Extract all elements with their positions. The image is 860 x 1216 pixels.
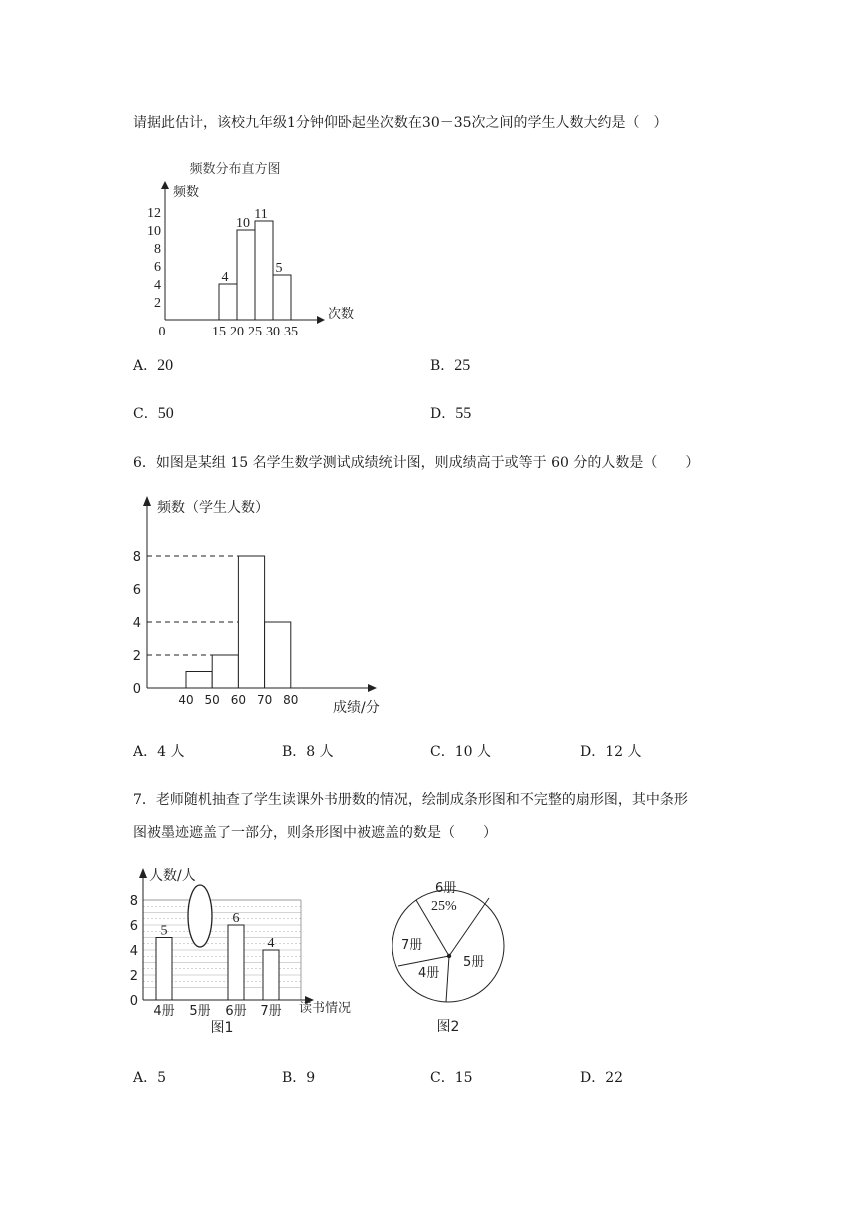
q7-option-d[interactable]: [580, 1067, 623, 1087]
chart3-xlabel: 读书情况: [299, 1001, 352, 1016]
q5-option-a[interactable]: [133, 355, 173, 375]
q6-option-a-letter: A．: [133, 744, 158, 760]
q7-option-c-letter: C．: [430, 1070, 455, 1086]
chart2-y-tick: 4: [132, 616, 141, 631]
chart3-value-label: 4: [267, 936, 275, 951]
chart1-y-tick: 2: [154, 296, 161, 311]
chart3-y-arrow: [139, 868, 147, 878]
q7-stem-line2: 图被墨迹遮盖了一部分，则条形图中被遮盖的数是（ ）: [133, 825, 497, 841]
pie-center-dot: [447, 954, 451, 958]
chart3-bar: [228, 925, 244, 1000]
q6-option-c[interactable]: [430, 741, 491, 761]
q5-option-c[interactable]: [133, 403, 174, 423]
q5-option-b-value: 25: [454, 357, 471, 374]
chart1-bar: [237, 230, 255, 320]
q5-option-b-letter: B．: [430, 358, 455, 374]
chart1-x-tick: 0: [158, 325, 166, 335]
histogram-chart-2: [125, 490, 395, 720]
chart1-x-arrow: [317, 316, 325, 324]
chart1-y-tick: 6: [154, 260, 161, 275]
chart2-y-tick: 0: [132, 682, 141, 697]
q7-option-a-value: 5: [157, 1070, 167, 1086]
chart1-y-tick: 12: [147, 206, 161, 221]
q6-option-a[interactable]: [133, 741, 184, 761]
chart1-value-label: 11: [254, 207, 268, 222]
q7-option-b-value: 9: [306, 1070, 316, 1086]
chart3-y-tick: 6: [129, 919, 138, 934]
chart1-x-tick: 30: [266, 325, 280, 335]
chart1-value-label: 10: [236, 216, 250, 231]
q7-option-a-letter: A．: [133, 1070, 158, 1086]
pie-label-7: 7册: [401, 938, 423, 953]
bar-chart-figure-1: [125, 860, 370, 1040]
histogram-chart-1: [130, 155, 370, 335]
chart1-value-label: 5: [275, 261, 283, 276]
pie-chart-figure-2: [392, 865, 512, 1040]
chart1-x-tick: 35: [284, 325, 298, 335]
q5-option-a-letter: A．: [133, 358, 158, 374]
pie-label-6: 6册: [435, 881, 457, 896]
chart2-y-arrow: [143, 496, 151, 506]
chart2-x-tick: 40: [178, 693, 194, 707]
chart1-x-tick: 20: [230, 325, 244, 335]
q5-option-d-letter: D．: [430, 406, 456, 422]
chart2-bar: [212, 655, 238, 688]
chart1-x-tick: 15: [212, 325, 226, 335]
q7-option-b-letter: B．: [282, 1070, 307, 1086]
chart2-bar: [238, 556, 264, 688]
chart1-title: 频数分布直方图: [189, 162, 281, 177]
chart2-x-tick: 70: [256, 693, 273, 707]
q7-stem-line1: 7．老师随机抽查了学生读课外书册数的情况，绘制成条形图和不完整的扇形图，其中条形: [133, 792, 688, 808]
q6-option-b-value: 8 人: [306, 744, 334, 760]
chart3-category-label: 7册: [260, 1004, 282, 1019]
chart3-bar: [263, 950, 279, 1000]
chart3-category-label: 6册: [225, 1004, 247, 1019]
chart2-x-tick: 50: [204, 693, 220, 707]
chart3-y-tick: 2: [129, 969, 138, 984]
chart2-x-arrow: [368, 684, 377, 692]
q6-option-c-value: 10 人: [454, 744, 491, 760]
chart1-y-tick: 10: [147, 224, 161, 239]
chart2-x-tick: 60: [230, 693, 247, 707]
chart1-bar: [273, 275, 291, 320]
chart2-x-tick: 80: [283, 693, 299, 707]
chart3-value-label: 5: [160, 923, 168, 939]
pie-label-6-percent: 25%: [431, 899, 457, 914]
q6-option-b-letter: B．: [282, 744, 307, 760]
chart2-ylabel: 频数（学生人数）: [157, 500, 269, 516]
q7-option-a[interactable]: [133, 1067, 166, 1087]
q6-option-d-letter: D．: [580, 744, 606, 760]
chart4-caption: 图2: [436, 1019, 460, 1035]
q6-option-c-letter: C．: [430, 744, 455, 760]
q5-option-d-value: 55: [455, 405, 472, 422]
q5-option-d[interactable]: [430, 403, 471, 423]
q7-option-c[interactable]: [430, 1067, 473, 1087]
chart1-xlabel: 次数: [328, 307, 355, 322]
q6-stem: 6．如图是某组 15 名学生数学测试成绩统计图，则成绩高于或等于 60 分的人数是（ ）: [133, 455, 700, 471]
chart1-bar: [219, 284, 237, 320]
chart1-bar: [255, 221, 273, 320]
q7-option-d-letter: D．: [580, 1070, 606, 1086]
chart3-y-tick: 8: [129, 894, 138, 909]
q5-option-c-value: 50: [157, 405, 174, 422]
chart1-ylabel: 频数: [173, 185, 200, 200]
q7-option-d-value: 22: [605, 1070, 624, 1086]
chart2-bar: [265, 622, 291, 688]
chart1-x-tick: 25: [248, 325, 262, 335]
chart3-category-label: 5册: [189, 1004, 211, 1019]
pie-label-5: 5册: [463, 955, 485, 970]
chart2-y-tick: 8: [132, 550, 141, 565]
chart2-y-tick: 6: [132, 583, 141, 598]
chart1-value-label: 4: [221, 270, 229, 285]
q6-option-d-value: 12 人: [605, 744, 642, 760]
q6-option-a-value: 4 人: [157, 744, 185, 760]
q7-option-c-value: 15: [454, 1070, 473, 1086]
chart2-y-tick: 2: [132, 649, 141, 664]
chart3-bar: [156, 938, 172, 1001]
chart3-value-label: 6: [232, 911, 240, 926]
chart3-category-label: 4册: [153, 1004, 175, 1019]
pie-label-4: 4册: [418, 966, 440, 981]
chart1-y-arrow: [161, 181, 169, 189]
ink-blot: [188, 885, 212, 947]
chart2-xlabel: 成绩/分: [333, 700, 380, 716]
chart3-y-tick: 4: [129, 944, 138, 959]
chart2-bar: [186, 672, 212, 689]
q6-option-b[interactable]: [282, 741, 334, 761]
q7-option-b[interactable]: [282, 1067, 315, 1087]
q5-option-c-letter: C．: [133, 406, 158, 422]
q5-option-b[interactable]: [430, 355, 470, 375]
q6-option-d[interactable]: [580, 741, 642, 761]
q5-option-a-value: 20: [157, 357, 174, 374]
chart3-caption: 图1: [210, 1020, 234, 1036]
q5-stem: 请据此估计，该校九年级1分钟仰卧起坐次数在30－35次之间的学生人数大约是（ ）: [133, 115, 668, 131]
chart1-y-tick: 8: [154, 242, 161, 257]
chart3-ylabel: 人数/人: [149, 868, 196, 884]
chart3-y-tick: 0: [129, 994, 138, 1009]
chart1-y-tick: 4: [154, 278, 161, 293]
